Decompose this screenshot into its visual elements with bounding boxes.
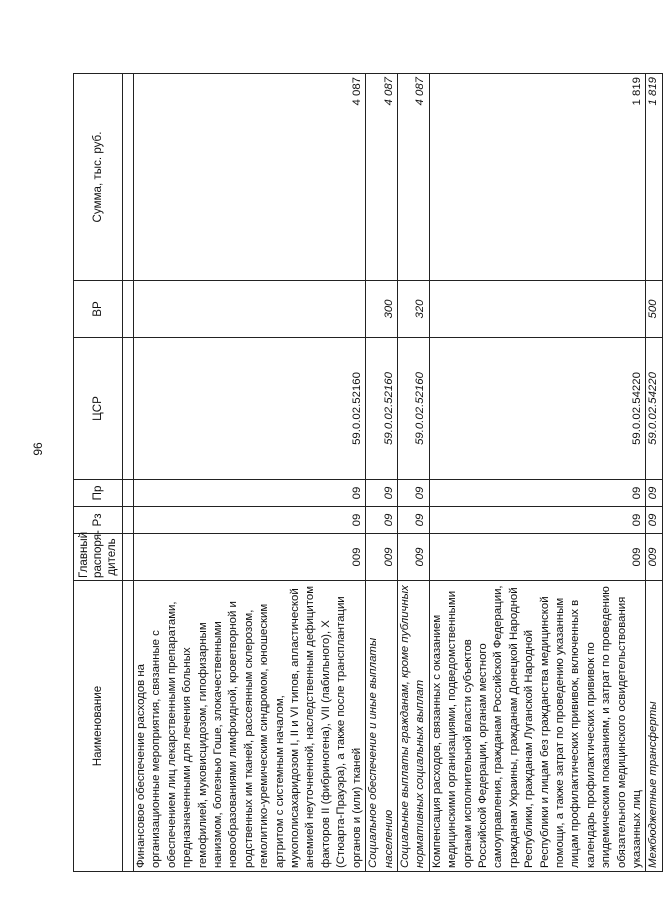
row-vr — [429, 281, 646, 338]
header-vr: ВР — [74, 281, 123, 338]
row-admin: 009 — [397, 534, 429, 581]
row-admin: 009 — [366, 534, 398, 581]
row-name: Межбюджетные трансферты — [646, 581, 662, 872]
row-csr: 59.0.02.52160 — [366, 338, 398, 480]
row-rz: 09 — [366, 507, 398, 534]
header-name: Наименование — [74, 581, 123, 872]
row-rz: 09 — [134, 507, 366, 534]
row-name: Финансовое обеспечение расходов на организационные мероприятия, связанные с обеспечением лиц лекарственными препаратами, предназначенными для лечения больных гемофилией, муковисцидозом, гипофизарным нанизмом, болезнью Гоше, злокачественными новообразованиями лимфоидной, кроветворной и родственных им тканей, рассеянным склерозом, гемолитико-уремическим синдромом, юношеским артритом с системным началом, мукополисахаридозом I, II и VI типов, апластической анемией неуточненной, наследственным дефицитом факторов II (фибриногена), VII (лабильного), X (Стюарта-Прауэра), а также после трансплантации органов и (или) тканей — [134, 581, 366, 872]
row-csr: 59.0.02.54220 — [646, 338, 662, 480]
row-admin: 009 — [429, 534, 646, 581]
table-row — [429, 74, 646, 872]
row-vr: 320 — [397, 281, 429, 338]
page-number: 96 — [31, 442, 45, 456]
table-row — [397, 74, 429, 872]
row-pr: 09 — [134, 480, 366, 507]
header-rz: Рз — [74, 507, 123, 534]
header-pr: Пр — [74, 480, 123, 507]
row-vr: 300 — [366, 281, 398, 338]
row-vr: 500 — [646, 281, 662, 338]
header-csr: ЦСР — [74, 338, 123, 480]
row-sum: 1 819 — [429, 74, 646, 281]
table-spacer-row — [123, 74, 134, 872]
row-name: Социальное обеспечение и иные выплаты населению — [366, 581, 398, 872]
table-row — [646, 74, 662, 872]
row-csr: 59.0.02.54220 — [429, 338, 646, 480]
row-rz: 09 — [646, 507, 662, 534]
header-admin: Главный распоря-дитель — [74, 534, 123, 581]
row-pr: 09 — [646, 480, 662, 507]
row-sum: 4 087 — [366, 74, 398, 281]
row-name: Социальные выплаты гражданам, кроме публичных нормативных социальных выплат — [397, 581, 429, 872]
row-csr: 59.0.02.52160 — [134, 338, 366, 480]
budget-table-sheet — [73, 74, 660, 872]
row-admin: 009 — [134, 534, 366, 581]
row-rz: 09 — [429, 507, 646, 534]
row-sum: 4 087 — [397, 74, 429, 281]
header-sum: Сумма, тыс. руб. — [74, 74, 123, 281]
row-pr: 09 — [429, 480, 646, 507]
row-sum: 4 087 — [134, 74, 366, 281]
row-csr: 59.0.02.52160 — [397, 338, 429, 480]
row-admin: 009 — [646, 534, 662, 581]
row-pr: 09 — [366, 480, 398, 507]
row-vr — [134, 281, 366, 338]
table-header-row — [74, 74, 123, 872]
row-name: Компенсация расходов, связанных с оказанием медицинскими организациями, подведомственными органам исполнительной власти субъектов Российской Федерации, органам местного самоуправления, гражданам Российской Федерации, гражданам Украины, гражданам Донецкой Народной Республики, гражданам Луганской Народной Республики и лицам без гражданства медицинской помощи, а также затрат по проведению указанным лицам профилактических прививок, включенных в календарь профилактических прививок по эпидемическим показаниям, и затрат по проведению обязательного медицинского освидетельствования указанных лиц — [429, 581, 646, 872]
row-pr: 09 — [397, 480, 429, 507]
table-row — [366, 74, 398, 872]
row-sum: 1 819 — [646, 74, 662, 281]
budget-table — [73, 73, 663, 872]
row-rz: 09 — [397, 507, 429, 534]
table-row — [134, 74, 366, 872]
